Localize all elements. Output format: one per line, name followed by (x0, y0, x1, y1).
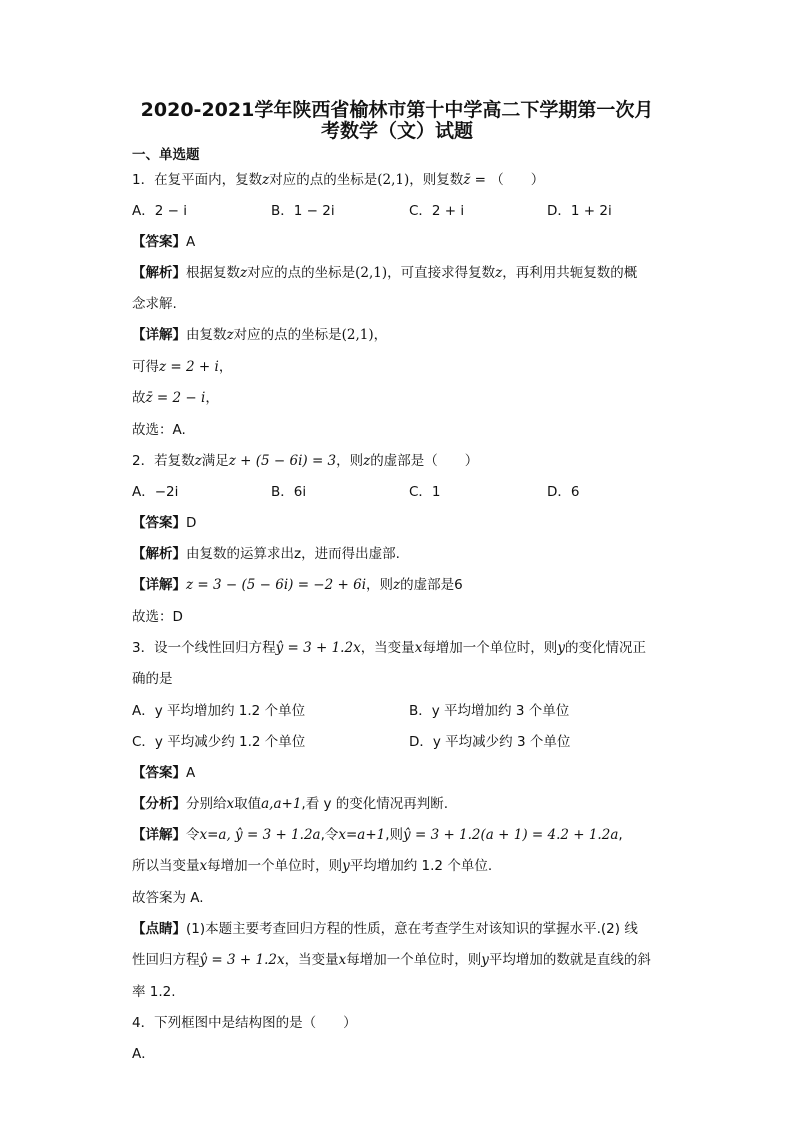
section-heading: 一、单选题 (132, 147, 200, 163)
q3-stem: 3．设一个线性回归方程ŷ = 3 + 1.2x，当变量x每增加一个单位时，则y的变化情况正 (132, 640, 646, 656)
q1-option-d: D．1 + 2i (547, 203, 612, 219)
q2-option-a: A．−2i (132, 484, 179, 500)
q1-option-a: A．2 − i (132, 203, 187, 219)
q3-answer: 【答案】A (132, 765, 196, 781)
q3-dianjing: 【点睛】(1)本题主要考查回归方程的性质，意在考查学生对该知识的掌握水平.(2) 线 (132, 921, 638, 937)
q1-analysis: 【解析】根据复数z对应的点的坐标是(2,1)，可直接求得复数z，再利用共轭复数的概 (132, 265, 638, 281)
q1-choose: 故选：A. (132, 422, 186, 438)
q1-option-b: B．1 − 2i (271, 203, 335, 219)
q2-option-b: B．6i (271, 484, 307, 500)
q2-stem: 2．若复数z满足z + (5 − 6i) = 3，则z的虚部是（ ） (132, 453, 479, 469)
q1-answer: 【答案】A (132, 234, 196, 250)
q3-option-d: D．y 平均减少约 3 个单位 (409, 734, 571, 750)
q2-analysis: 【解析】由复数的运算求出z，进而得出虚部. (132, 546, 400, 562)
q3-detail-line2: 所以当变量x每增加一个单位时，则y平均增加约 1.2 个单位. (132, 858, 493, 874)
q1-step1: 可得z = 2 + i， (132, 359, 233, 375)
q3-stem-line2: 确的是 (132, 671, 173, 687)
q3-conclusion: 故答案为 A. (132, 890, 204, 906)
doc-title-line2: 考数学（文）试题 (320, 120, 473, 142)
q1-option-c: C．2 + i (409, 203, 465, 219)
q3-fenxi: 【分析】分别给x取值a,a+1,看 y 的变化情况再判断. (132, 796, 449, 812)
q2-choose: 故选：D (132, 609, 183, 625)
q2-option-d: D．6 (547, 484, 580, 500)
q1-analysis-line2: 念求解. (132, 296, 177, 312)
q3-option-a: A．y 平均增加约 1.2 个单位 (132, 703, 306, 719)
q4-option-a: A． (132, 1046, 155, 1062)
q2-answer: 【答案】D (132, 515, 197, 531)
q3-option-c: C．y 平均减少约 1.2 个单位 (132, 734, 306, 750)
q2-detail: 【详解】z = 3 − (5 − 6i) = −2 + 6i，则z的虚部是6 (132, 577, 463, 593)
q3-detail: 【详解】令x=a, ŷ = 3 + 1.2a,令x=a+1,则ŷ = 3 + 1.2(a + 1) = 4.2 + 1.2a, (132, 827, 623, 843)
q3-dianjing-line3: 率 1.2. (132, 984, 176, 1000)
q2-option-c: C．1 (409, 484, 441, 500)
q1-detail: 【详解】由复数z对应的点的坐标是(2,1)， (132, 327, 388, 343)
q3-option-b: B．y 平均增加约 3 个单位 (409, 703, 570, 719)
doc-title-line1: 2020-2021学年陕西省榆林市第十中学高二下学期第一次月 (140, 99, 654, 121)
q3-dianjing-line2: 性回归方程ŷ = 3 + 1.2x，当变量x每增加一个单位时，则y平均增加的数就是直线的斜 (132, 952, 651, 968)
q1-stem: 1．在复平面内，复数z对应的点的坐标是(2,1)，则复数z̄ = （ ） (132, 172, 545, 188)
q4-stem: 4．下列框图中是结构图的是（ ） (132, 1015, 357, 1031)
q1-step2: 故z̄ = 2 − i， (132, 390, 219, 406)
